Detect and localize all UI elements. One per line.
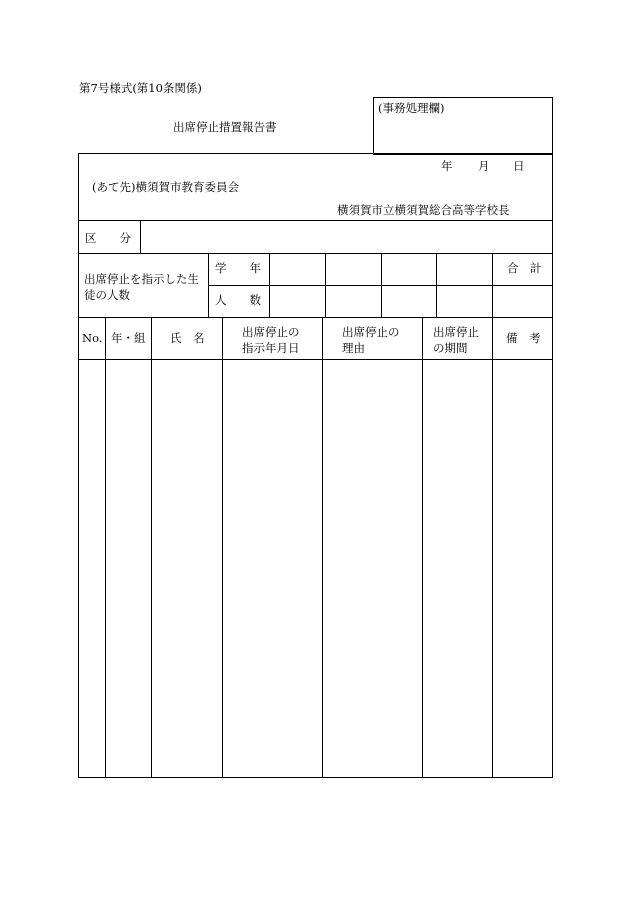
- grade-col-divider-2: [325, 253, 326, 317]
- col-divider-reason: [422, 317, 423, 778]
- col-divider-grade-class: [151, 317, 152, 778]
- grade-col-divider-3: [381, 253, 382, 317]
- col-divider-instructed-date: [322, 317, 323, 778]
- divider-header: [78, 220, 553, 221]
- category-divider: [140, 221, 141, 253]
- office-use-box: [373, 97, 553, 155]
- count-label-divider: [208, 253, 209, 317]
- col-header-period: 出席停止の期間: [433, 325, 479, 355]
- date-month: 月: [478, 159, 490, 173]
- col-header-name: 氏 名: [170, 331, 205, 345]
- grade-col-divider-1: [269, 253, 270, 317]
- divider-summary: [78, 317, 553, 318]
- main-form: [78, 153, 553, 778]
- office-use-label: (事務処理欄): [378, 101, 445, 115]
- total-label: 合 計: [507, 261, 542, 275]
- col-divider-name: [222, 317, 223, 778]
- addressee: (あて先)横須賀市教育委員会: [92, 180, 239, 194]
- date-year: 年: [441, 159, 453, 173]
- col-divider-no: [105, 317, 106, 778]
- grade-col-divider-4: [436, 253, 437, 317]
- col-header-no: No.: [82, 331, 103, 345]
- col-header-instructed-date: 出席停止の指示年月日: [242, 325, 300, 355]
- form-number: 第7号様式(第10条関係): [79, 81, 202, 95]
- grade-col-divider-5: [492, 253, 493, 317]
- divider-category: [78, 253, 553, 254]
- category-label: 区 分: [85, 231, 131, 245]
- divider-column-header: [78, 359, 553, 360]
- headcount-label: 人 数: [215, 293, 261, 307]
- col-divider-period: [492, 317, 493, 778]
- date-day: 日: [513, 159, 525, 173]
- col-header-grade-class: 年・組: [111, 331, 146, 345]
- count-row-label: 出席停止を指示した生徒の人数: [84, 272, 199, 302]
- col-header-reason: 出席停止の理由: [342, 325, 400, 355]
- grade-label: 学 年: [215, 261, 261, 275]
- col-header-remarks: 備 考: [506, 331, 541, 345]
- sender: 横須賀市立横須賀総合高等学校長: [337, 203, 510, 217]
- document-title: 出席停止措置報告書: [173, 120, 277, 134]
